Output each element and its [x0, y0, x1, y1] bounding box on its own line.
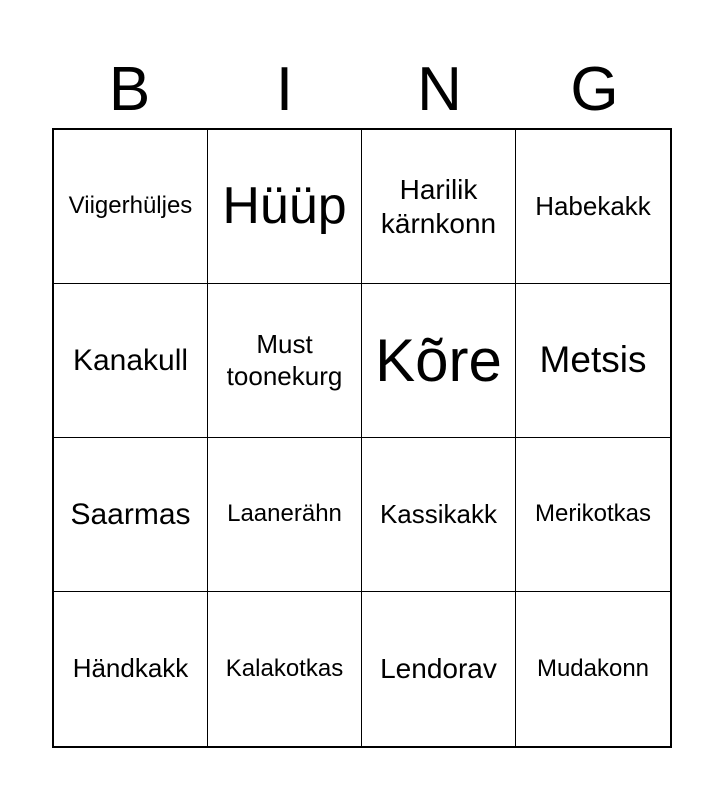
bingo-cell-r2c3[interactable]	[362, 284, 516, 438]
cell-label: Lendorav	[380, 653, 497, 685]
cell-label: Harilik kärnkonn	[380, 173, 497, 239]
header-letter-n: N	[417, 55, 462, 124]
bingo-cell-r4c2[interactable]	[208, 592, 362, 746]
bingo-header	[52, 55, 672, 125]
bingo-cell-r3c4[interactable]	[516, 438, 670, 592]
cell-label: Mudakonn	[536, 654, 650, 682]
bingo-cell-r1c4[interactable]	[516, 130, 670, 284]
bingo-cell-r4c4[interactable]	[516, 592, 670, 746]
cell-label: Habekakk	[535, 190, 651, 221]
cell-label: Kanakull	[72, 343, 189, 377]
cell-label: Merikotkas	[534, 500, 652, 528]
cell-label: Händkakk	[72, 653, 189, 684]
bingo-cell-r2c2[interactable]	[208, 284, 362, 438]
cell-label: Saarmas	[70, 497, 191, 531]
cell-label: Metsis	[539, 339, 647, 381]
bingo-cell-r2c4[interactable]	[516, 284, 670, 438]
cell-label: Kassikakk	[379, 498, 498, 529]
bingo-cell-r4c1[interactable]	[54, 592, 208, 746]
bingo-cell-r2c1[interactable]	[54, 284, 208, 438]
header-letter-i: I	[275, 55, 294, 124]
bingo-cell-r3c1[interactable]	[54, 438, 208, 592]
cell-label: Laanerähn	[227, 500, 342, 528]
cell-label: Must toonekurg	[226, 329, 343, 391]
cell-label: Kalakotkas	[225, 654, 344, 682]
cell-label: Hüüp	[222, 176, 347, 235]
bingo-cell-r3c2[interactable]	[208, 438, 362, 592]
bingo-cell-r1c2[interactable]	[208, 130, 362, 284]
bingo-cell-r3c3[interactable]	[362, 438, 516, 592]
bingo-card-grid	[52, 128, 672, 748]
header-letter-g: G	[570, 55, 619, 124]
header-letter-b: B	[108, 55, 151, 124]
cell-label: Viigerhüljes	[68, 192, 193, 220]
cell-label: Kõre	[375, 326, 502, 394]
bingo-cell-r4c3[interactable]	[362, 592, 516, 746]
bingo-cell-r1c1[interactable]	[54, 130, 208, 284]
bingo-cell-r1c3[interactable]	[362, 130, 516, 284]
